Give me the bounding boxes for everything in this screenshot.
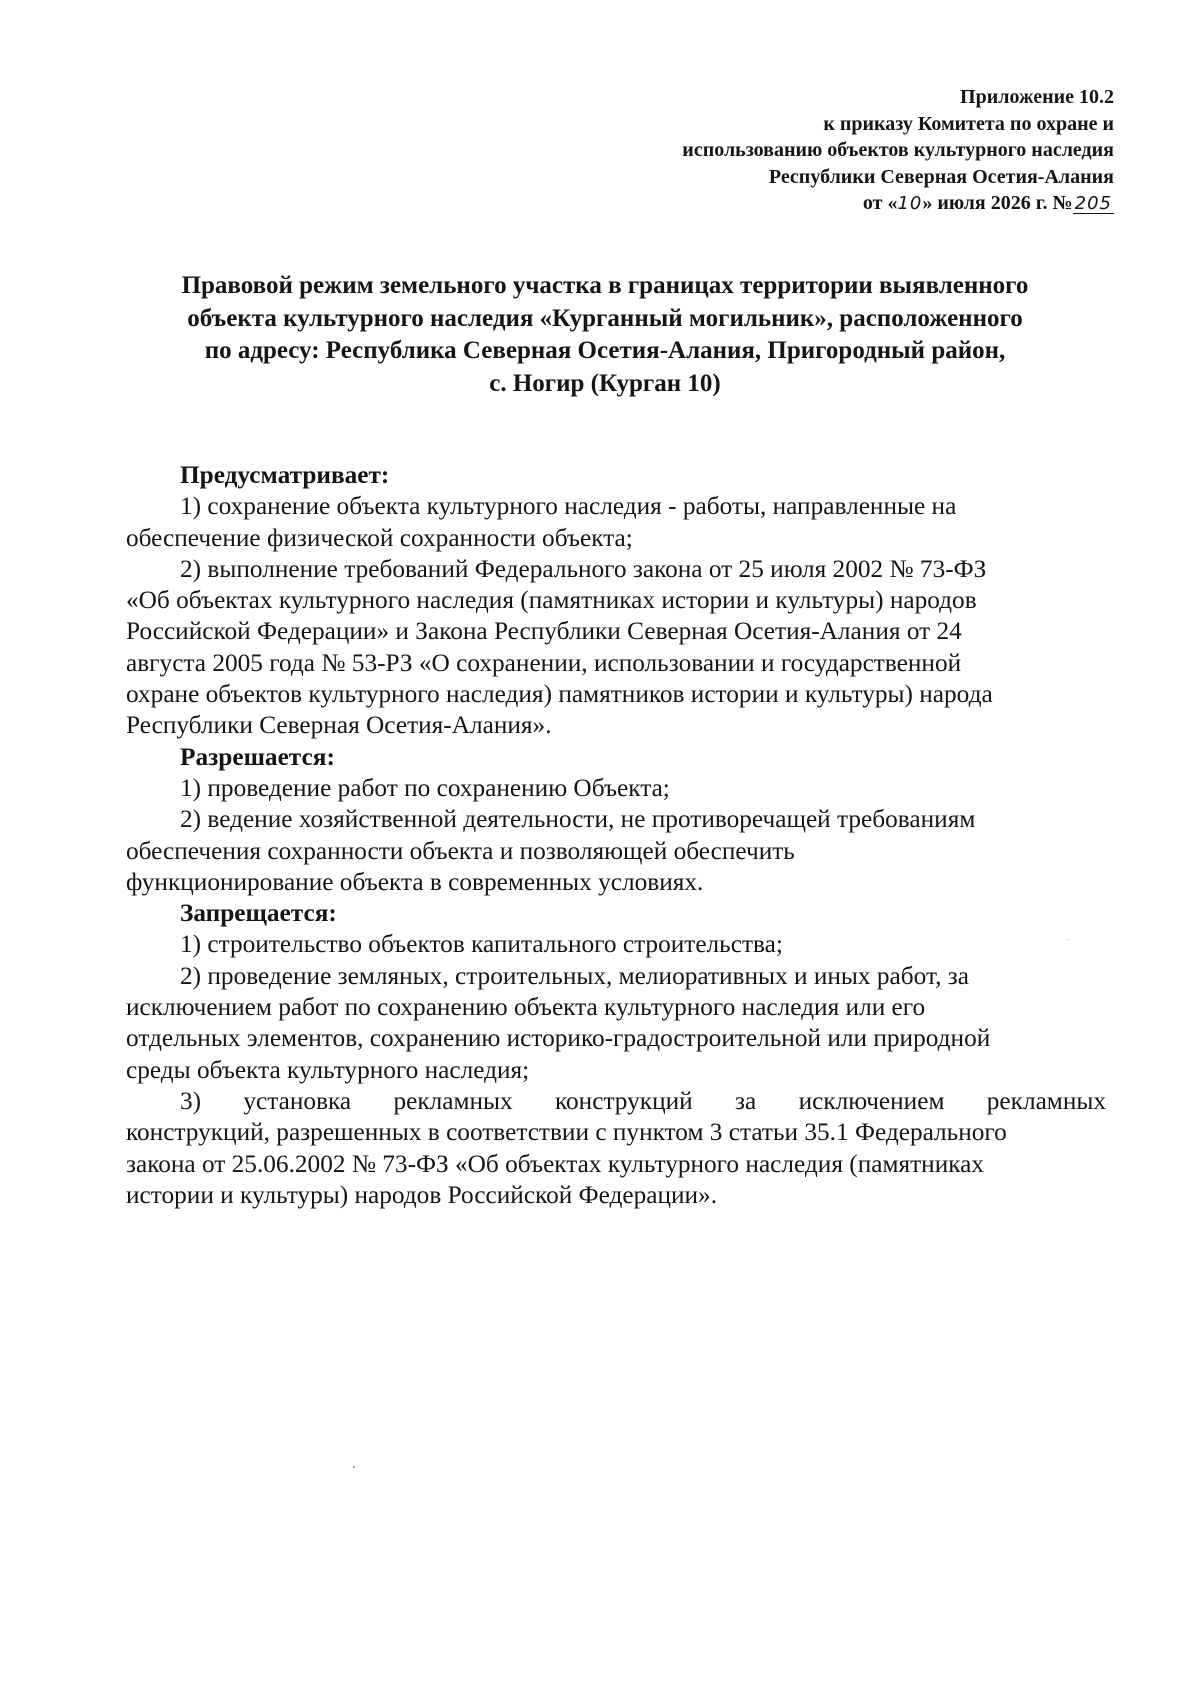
prohibited-item-2-line: отдельных элементов, сохранению историко-градостроительной или природной — [126, 1024, 991, 1053]
title-line: объекта культурного наследия «Курганный могильник», расположенного — [187, 304, 1023, 332]
scan-speck — [1068, 939, 1069, 940]
prohibited-item-3-line: истории и культуры) народов Российской Федерации». — [126, 1180, 718, 1209]
document-body — [126, 460, 1106, 1211]
prohibited-item-1: 1) строительство объектов капитального строительства; — [180, 930, 783, 959]
provides-item-2-line: Республики Северная Осетия-Алания». — [126, 711, 552, 740]
provides-item-1-line: обеспечение физической сохранности объекта; — [126, 523, 633, 552]
prohibited-item-3-line: закона от 25.06.2002 № 73-ФЗ «Об объектах культурного наследия (памятниках — [126, 1149, 985, 1178]
annex-number: Приложение 10.2 — [960, 86, 1114, 108]
provides-item-2-line: 2) выполнение требований Федерального закона от 25 июля 2002 № 73-ФЗ — [180, 554, 987, 583]
prohibited-item-2-line: среды объекта культурного наследия; — [126, 1055, 530, 1084]
provides-item-2-line: августа 2005 года № 53-РЗ «О сохранении, использовании и государственной — [126, 648, 962, 677]
annex-republic-name: Республики Северная Осетия-Алания — [768, 165, 1114, 188]
prohibited-item-2-line: 2) проведение земляных, строительных, мелиоративных и иных работ, за — [180, 961, 969, 990]
title-line: Правовой режим земельного участка в границах территории выявленного — [181, 272, 1029, 299]
annex-date-middle: » июля 2026 г. № — [922, 192, 1073, 214]
allowed-item-2-line: 2) ведение хозяйственной деятельности, не противоречащей требованиям — [180, 805, 976, 834]
provides-item-2-line: Российской Федерации» и Закона Республики Северная Осетия-Алания от 24 — [126, 617, 962, 646]
section-heading-prohibited: Запрещается: — [180, 899, 337, 928]
handwritten-day: 10 — [897, 193, 923, 214]
prohibited-item-2-line: исключением работ по сохранению объекта культурного наследия или его — [126, 993, 926, 1022]
provides-item-2-line: охране объектов культурного наследия) памятников истории и культуры) народа — [126, 680, 993, 709]
document-title — [110, 270, 1100, 400]
prohibited-item-3-line: конструкций, разрешенных в соответствии с пунктом 3 статьи 35.1 Федерального — [126, 1118, 1007, 1147]
title-line: по адресу: Республика Северная Осетия-Алания, Пригородный район, — [204, 337, 1006, 364]
provides-item-2-line: «Об объектах культурного наследия (памятниках истории и культуры) народов — [126, 586, 977, 615]
provides-item-1-line: 1) сохранение объекта культурного наследия - работы, направленные на — [180, 492, 957, 521]
annex-date-prefix: от « — [862, 192, 898, 214]
annex-header — [474, 84, 1114, 218]
scan-speck — [353, 1466, 355, 1468]
annex-committee-name: использованию объектов культурного наследия — [682, 139, 1114, 161]
allowed-item-1: 1) проведение работ по сохранению Объекта; — [180, 773, 670, 802]
section-heading-provides: Предусматривает: — [180, 461, 390, 489]
allowed-item-2-line: функционирование объекта в современных условиях. — [126, 867, 704, 896]
allowed-item-2-line: обеспечения сохранности объекта и позволяющей обеспечить — [126, 836, 795, 865]
prohibited-item-3-line: 3) установка рекламных конструкций за исключением рекламных — [180, 1086, 1106, 1115]
section-heading-allowed: Разрешается: — [180, 742, 335, 771]
title-line: с. Ногир (Курган 10) — [489, 369, 721, 397]
annex-order-reference: к приказу Комитета по охране и — [823, 112, 1114, 135]
handwritten-order-number: 205 — [1074, 193, 1112, 214]
annex-date-line — [474, 190, 1114, 218]
